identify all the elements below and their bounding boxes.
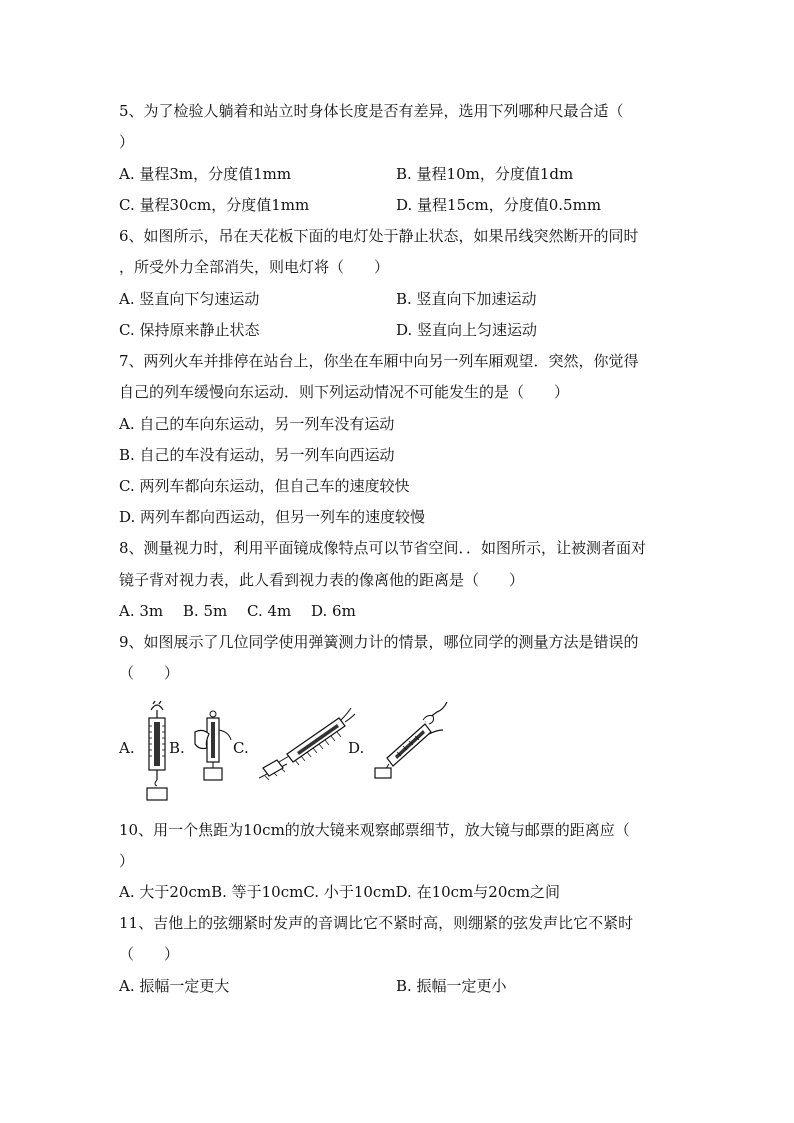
q10-options: A. 大于20cmB. 等于10cmC. 小于10cmD. 在10cm与20cm之间 xyxy=(119,883,560,901)
q9-figure-label-d: D. xyxy=(348,739,365,757)
spring-scale-d-illustration xyxy=(373,700,449,780)
q5-option-a: A. 量程3m，分度值1mm xyxy=(119,165,292,183)
q11-option-a: A. 振幅一定更大 xyxy=(119,977,230,995)
q8-options: A. 3m B. 5m C. 4m D. 6m xyxy=(119,602,356,620)
q6-option-b: B. 竖直向下加速运动 xyxy=(396,290,537,308)
q7-stem-line-1: 7、两列火车并排停在站台上，你坐在车厢中向另一列车厢观望．突然，你觉得 xyxy=(119,352,639,370)
spring-scale-c-illustration xyxy=(259,702,359,780)
q11-option-b: B. 振幅一定更小 xyxy=(396,977,507,995)
q5-option-d: D. 量程15cm，分度值0.5mm xyxy=(396,196,602,214)
q5-stem-line-1: 5、为了检验人躺着和站立时身体长度是否有差异，选用下列哪种尺最合适（ xyxy=(119,102,624,120)
q9-figure-label-a: A. xyxy=(119,739,135,757)
q11-stem-line-1: 11、吉他上的弦绷紧时发声的音调比它不紧时高，则绷紧的弦发声比它不紧时 xyxy=(119,914,634,932)
q6-option-c: C. 保持原来静止状态 xyxy=(119,321,260,339)
q9-stem-line-1: 9、如图展示了几位同学使用弹簧测力计的情景，哪位同学的测量方法是错误的 xyxy=(119,633,639,651)
q7-option-b: B. 自己的车没有运动，另一列车向西运动 xyxy=(119,446,395,464)
spring-scale-b-illustration xyxy=(189,710,235,782)
q11-stem-line-2: （ ） xyxy=(119,945,180,963)
q5-stem-line-2: ） xyxy=(119,133,135,151)
q9-figure-row xyxy=(119,700,459,810)
q7-option-d: D. 两列车都向西运动，但另一列车的速度较慢 xyxy=(119,508,426,526)
q6-stem-line-1: 6、如图所示，吊在天花板下面的电灯处于静止状态，如果吊线突然断开的同时 xyxy=(119,227,639,245)
q10-stem-line-2: ） xyxy=(119,852,135,870)
q6-option-a: A. 竖直向下匀速运动 xyxy=(119,290,260,308)
q10-stem-line-1: 10、用一个焦距为10cm的放大镜来观察邮票细节，放大镜与邮票的距离应（ xyxy=(119,821,630,839)
q9-figure-label-c: C. xyxy=(233,739,249,757)
q6-stem-line-2: ，所受外力全部消失，则电灯将（ ） xyxy=(119,258,390,276)
q7-option-c: C. 两列车都向东运动，但自己车的速度较快 xyxy=(119,477,410,495)
q5-option-c: C. 量程30cm，分度值1mm xyxy=(119,196,310,214)
q8-stem-line-2: 镜子背对视力表，此人看到视力表的像离他的距离是（ ） xyxy=(119,571,525,589)
q7-option-a: A. 自己的车向东运动，另一列车没有运动 xyxy=(119,415,395,433)
q6-option-d: D. 竖直向上匀速运动 xyxy=(396,321,538,339)
q7-stem-line-2: 自己的列车缓慢向东运动．则下列运动情况不可能发生的是（ ） xyxy=(119,383,570,401)
q8-stem-line-1: 8、测量视力时，利用平面镜成像特点可以节省空间．．如图所示，让被测者面对 xyxy=(119,539,647,557)
q9-stem-line-2: （ ） xyxy=(119,664,180,682)
q5-option-b: B. 量程10m，分度值1dm xyxy=(396,165,574,183)
q9-figure-label-b: B. xyxy=(169,739,185,757)
